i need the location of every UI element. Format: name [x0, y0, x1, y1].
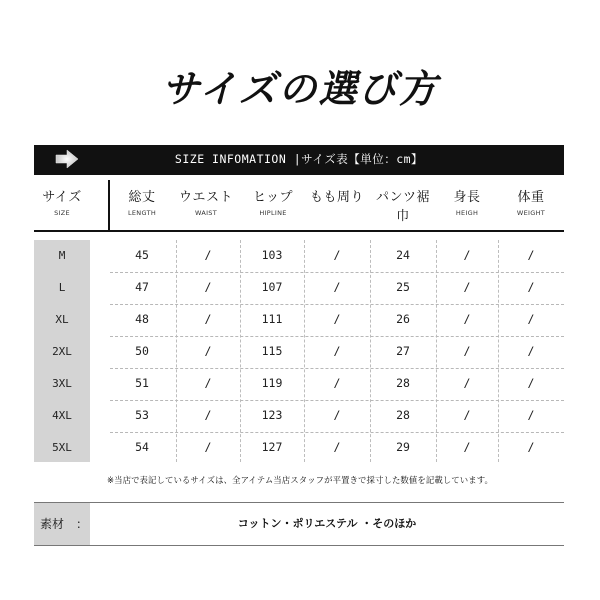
- waist-value: /: [204, 408, 212, 422]
- table-row: [34, 272, 564, 303]
- material-colon: ：: [76, 517, 89, 531]
- size-label: 3XL: [52, 377, 72, 390]
- weight-value: /: [527, 376, 535, 390]
- weight-value: /: [527, 280, 535, 294]
- column-header-jp: サイズ: [42, 190, 82, 205]
- length-value: 45: [135, 248, 149, 262]
- column-header-jp: ウエスト: [178, 190, 233, 205]
- table-row: [34, 304, 564, 335]
- weight-value: /: [527, 312, 535, 326]
- hip-value: 111: [261, 312, 283, 326]
- height-value: /: [463, 312, 471, 326]
- hem-value: 29: [396, 440, 410, 454]
- column-header-jp: 総丈: [128, 190, 156, 205]
- size-label: 4XL: [52, 409, 72, 422]
- hem-value: 28: [396, 408, 410, 422]
- header-bottom-line: [34, 230, 564, 232]
- column-header-jp: パンツ裾巾: [375, 190, 430, 224]
- column-header-jp: 体重: [517, 190, 545, 205]
- column-header-en: SIZE: [54, 209, 70, 217]
- hip-value: 119: [261, 376, 283, 390]
- table-row: [34, 240, 564, 271]
- waist-value: /: [204, 280, 212, 294]
- weight-value: /: [527, 440, 535, 454]
- column-header-en: HEIGH: [455, 209, 479, 217]
- material-bottom-line: [34, 545, 564, 546]
- hip-value: 123: [261, 408, 283, 422]
- size-label: L: [58, 281, 66, 294]
- height-value: /: [463, 344, 471, 358]
- weight-value: /: [527, 344, 535, 358]
- thigh-value: /: [333, 344, 341, 358]
- height-value: /: [463, 248, 471, 262]
- page-title: サイズの選び方: [161, 67, 439, 111]
- thigh-value: /: [333, 376, 341, 390]
- column-header-hem: [370, 178, 436, 230]
- thigh-value: /: [333, 248, 341, 262]
- height-value: /: [463, 440, 471, 454]
- column-header-thigh: [304, 178, 370, 230]
- size-info-header-text: SIZE INFOMATION |サイズ表【単位：cm】: [174, 152, 424, 166]
- weight-value: /: [527, 408, 535, 422]
- column-header-jp: ヒップ: [252, 190, 294, 205]
- material-value: コットン・ポリエステル ・そのほか: [237, 517, 417, 530]
- size-label: 5XL: [52, 441, 72, 454]
- column-header-en: LENGTH: [127, 209, 157, 217]
- material-label: 素材: [40, 517, 65, 531]
- size-label: XL: [55, 313, 69, 326]
- height-value: /: [463, 408, 471, 422]
- length-value: 47: [135, 280, 149, 294]
- hem-value: 26: [396, 312, 410, 326]
- size-label: M: [58, 249, 66, 262]
- length-value: 54: [135, 440, 149, 454]
- thigh-value: /: [333, 440, 341, 454]
- length-value: 53: [135, 408, 149, 422]
- waist-value: /: [204, 376, 212, 390]
- length-value: 48: [135, 312, 149, 326]
- length-value: 51: [135, 376, 149, 390]
- length-value: 50: [135, 344, 149, 358]
- column-header-jp: 身長: [453, 190, 481, 205]
- height-value: /: [463, 376, 471, 390]
- table-header-row: [34, 178, 564, 230]
- hip-value: 103: [261, 248, 283, 262]
- height-value: /: [463, 280, 471, 294]
- waist-value: /: [204, 312, 212, 326]
- column-header-en: WAIST: [194, 209, 218, 217]
- column-header-waist: [170, 178, 242, 230]
- column-header-weight: [498, 178, 564, 230]
- column-header-jp: もも周り: [309, 190, 364, 205]
- hem-value: 24: [396, 248, 410, 262]
- column-header-en: WEIGHT: [516, 209, 546, 217]
- column-header-size: [34, 178, 90, 230]
- thigh-value: /: [333, 312, 341, 326]
- hip-value: 115: [261, 344, 283, 358]
- header-underline: [34, 173, 564, 175]
- column-header-en: HIPLINE: [259, 209, 287, 217]
- column-header-length: [114, 178, 170, 230]
- column-header-hip: [242, 178, 304, 230]
- thigh-value: /: [333, 408, 341, 422]
- header-divider: [108, 180, 110, 230]
- size-info-header: [34, 145, 564, 173]
- waist-value: /: [204, 440, 212, 454]
- column-header-height: [436, 178, 498, 230]
- table-row: [34, 432, 564, 463]
- table-row: [34, 400, 564, 431]
- thigh-value: /: [333, 280, 341, 294]
- table-row: [34, 368, 564, 399]
- hip-value: 127: [261, 440, 283, 454]
- hem-value: 27: [396, 344, 410, 358]
- size-label: 2XL: [52, 345, 72, 358]
- weight-value: /: [527, 248, 535, 262]
- waist-value: /: [204, 344, 212, 358]
- waist-value: /: [204, 248, 212, 262]
- measurement-note: ※当店で表記しているサイズは、全アイテム当店スタッフが平置きで採寸した数値を記載しています。: [107, 475, 493, 485]
- hip-value: 107: [261, 280, 283, 294]
- hem-value: 28: [396, 376, 410, 390]
- hem-value: 25: [396, 280, 410, 294]
- table-row: [34, 336, 564, 367]
